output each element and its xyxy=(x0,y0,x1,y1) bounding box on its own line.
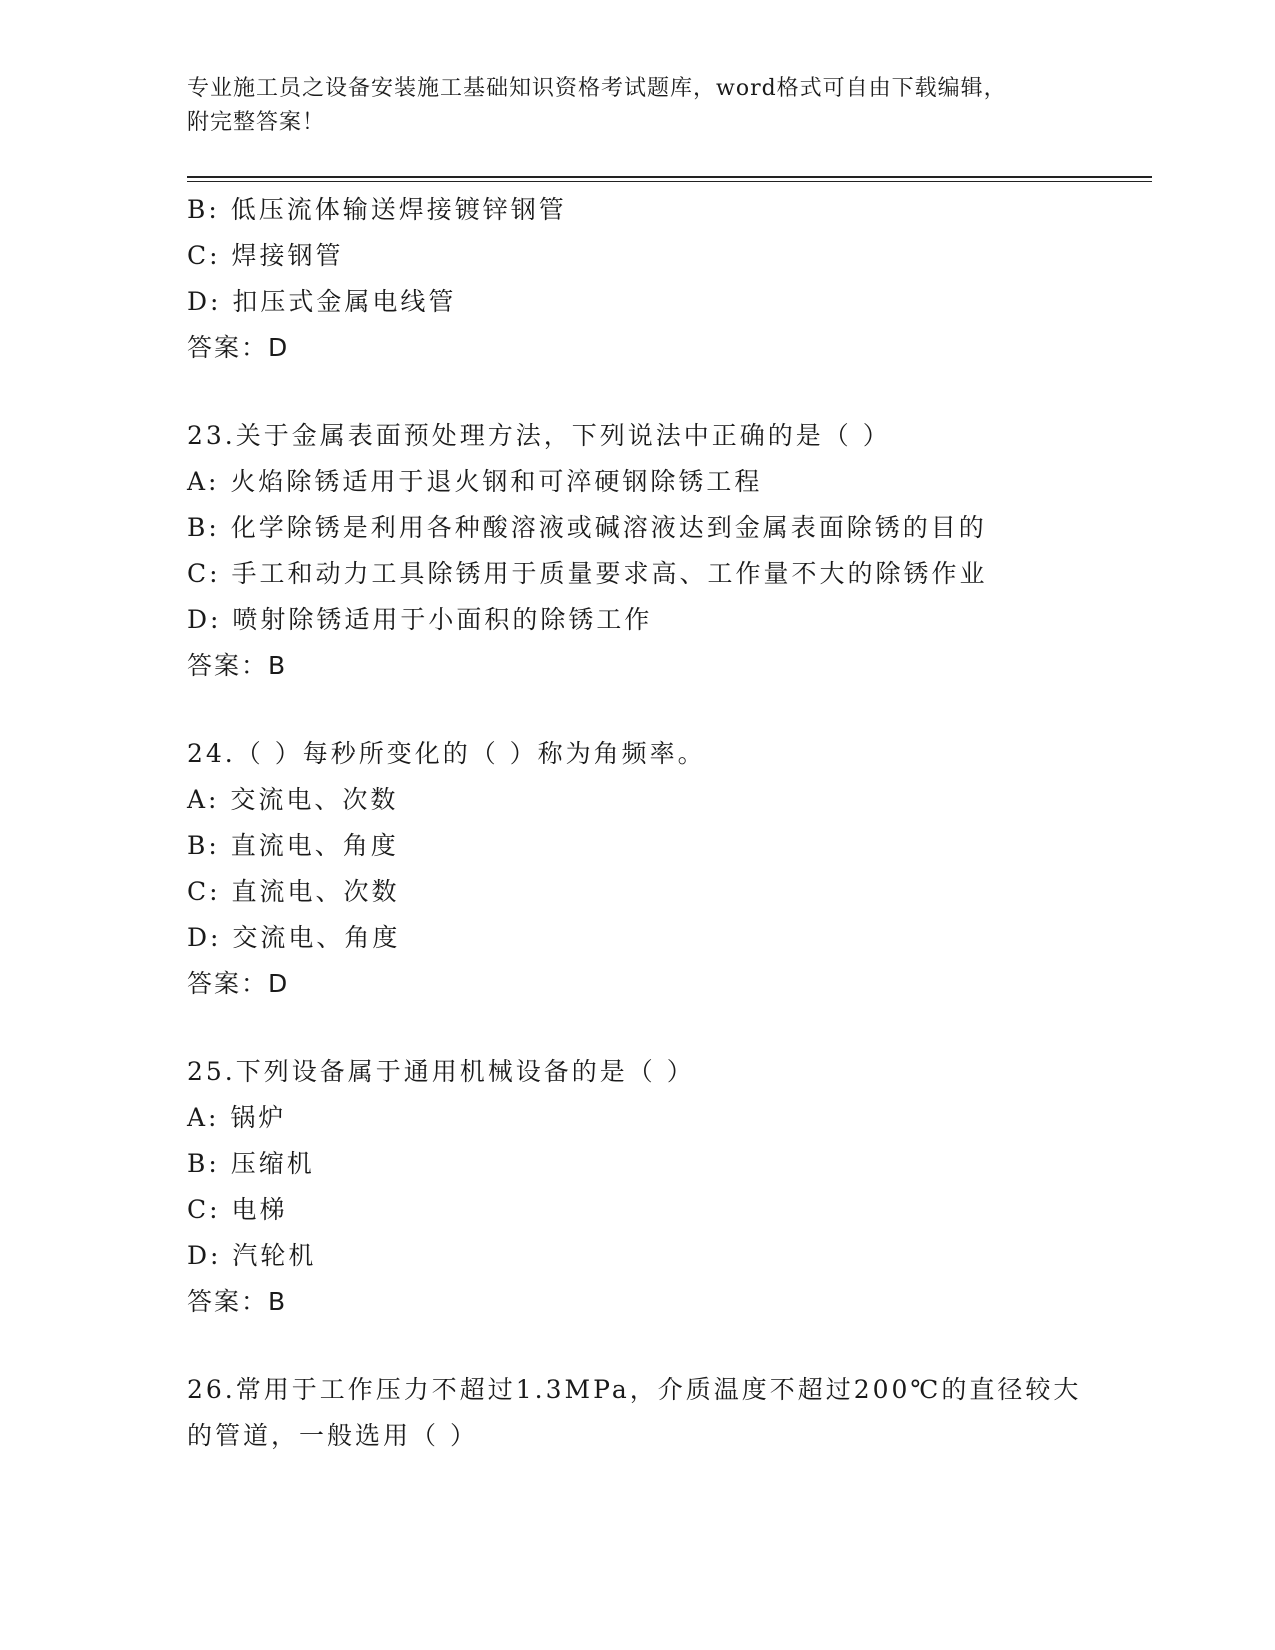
answer-line: 答案：D xyxy=(187,969,290,998)
question-22-continued xyxy=(187,187,1087,371)
option-a: A: 火焰除锈适用于退火钢和可淬硬钢除锈工程 xyxy=(187,467,763,496)
question-25 xyxy=(187,1049,1087,1325)
question-stem-line-2: 的管道，一般选用（ ） xyxy=(187,1421,478,1450)
question-spacer xyxy=(187,371,1087,413)
question-stem: 24.（ ）每秒所变化的（ ）称为角频率。 xyxy=(187,739,706,768)
header-divider-thin xyxy=(187,181,1152,182)
header-title-line-2: 附完整答案！ xyxy=(187,110,326,135)
option-a: A: 锅炉 xyxy=(187,1103,287,1132)
option-d: D: 喷射除锈适用于小面积的除锈工作 xyxy=(187,605,653,634)
option-c: C: 电梯 xyxy=(187,1195,288,1224)
question-spacer xyxy=(187,1325,1087,1367)
option-a: A: 交流电、次数 xyxy=(187,785,399,814)
header-title-line-1: 专业施工员之设备安装施工基础知识资格考试题库，word格式可自由下载编辑， xyxy=(187,76,1007,101)
question-stem-line-1: 26.常用于工作压力不超过1.3MPa，介质温度不超过200℃的直径较大 xyxy=(187,1375,1082,1404)
header-divider-thick xyxy=(187,176,1152,178)
question-spacer xyxy=(187,689,1087,731)
document-header xyxy=(187,72,1087,140)
question-list xyxy=(187,187,1087,1459)
option-c: C: 焊接钢管 xyxy=(187,241,344,270)
option-b: B: 压缩机 xyxy=(187,1149,315,1178)
question-23 xyxy=(187,413,1087,689)
option-c: C: 手工和动力工具除锈用于质量要求高、工作量不大的除锈作业 xyxy=(187,559,988,588)
answer-line: 答案：D xyxy=(187,333,290,362)
question-26 xyxy=(187,1367,1087,1459)
question-stem: 23.关于金属表面预处理方法，下列说法中正确的是（ ） xyxy=(187,421,891,450)
question-spacer xyxy=(187,1007,1087,1049)
option-d: D: 扣压式金属电线管 xyxy=(187,287,457,316)
option-c: C: 直流电、次数 xyxy=(187,877,400,906)
option-b: B: 直流电、角度 xyxy=(187,831,399,860)
question-stem: 25.下列设备属于通用机械设备的是（ ） xyxy=(187,1057,695,1086)
option-b: B: 低压流体输送焊接镀锌钢管 xyxy=(187,195,567,224)
option-d: D: 汽轮机 xyxy=(187,1241,317,1270)
question-24 xyxy=(187,731,1087,1007)
option-d: D: 交流电、角度 xyxy=(187,923,401,952)
answer-line: 答案：B xyxy=(187,1287,288,1316)
option-b: B: 化学除锈是利用各种酸溶液或碱溶液达到金属表面除锈的目的 xyxy=(187,513,987,542)
answer-line: 答案：B xyxy=(187,651,288,680)
